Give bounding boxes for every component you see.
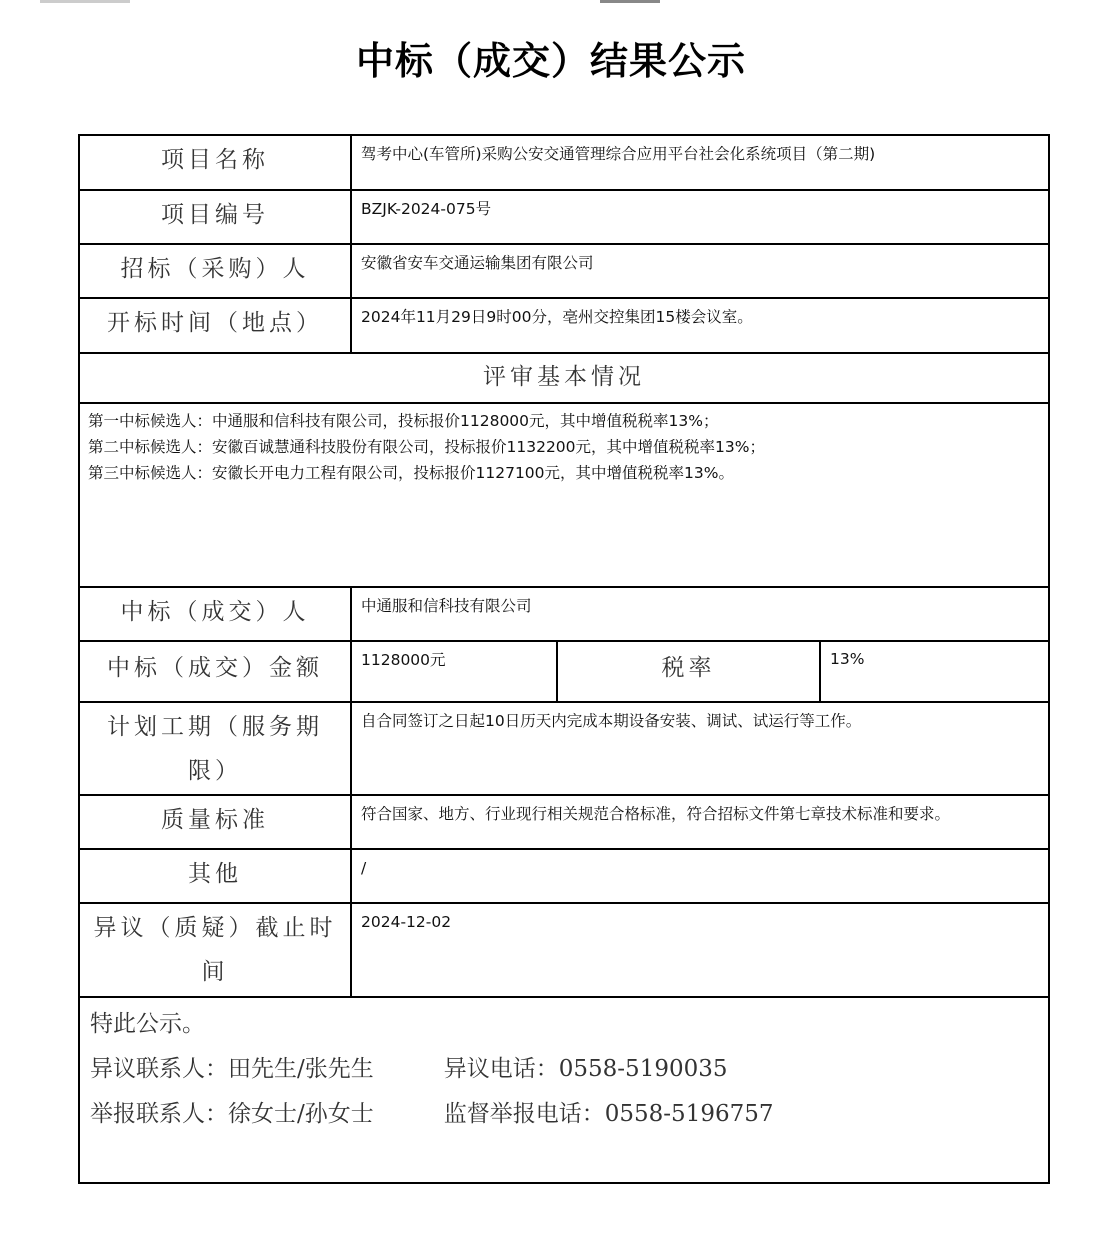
report-phone: 监督举报电话：0558-5196757 (443, 1101, 774, 1127)
objection-phone: 异议电话：0558-5190035 (443, 1056, 728, 1082)
label-winner: 中标（成交）人 (80, 588, 352, 640)
row-quality (80, 796, 1048, 850)
label-amount: 中标（成交）金额 (80, 642, 352, 701)
value-purchaser: 安徽省安车交通运输集团有限公司 (361, 254, 594, 272)
page-title: 中标（成交）结果公示 (355, 38, 746, 83)
value-objection-deadline: 2024-12-02 (361, 913, 452, 931)
value-project-number: BZJK-2024-075号 (361, 200, 492, 218)
row-opening-time (80, 299, 1048, 354)
top-fragment-center (600, 0, 660, 3)
row-other (80, 850, 1048, 904)
label-project-number: 项目编号 (80, 191, 352, 243)
label-project-name: 项目名称 (80, 136, 352, 189)
announcement-table (78, 134, 1050, 1184)
candidate-item: 第三中标候选人：安徽长开电力工程有限公司，投标报价1127100元，其中增值税税率13%。 (88, 464, 734, 482)
row-period (80, 703, 1048, 796)
value-opening-time: 2024年11月29日9时00分，亳州交控集团15楼会议室。 (361, 308, 753, 326)
candidates-block (80, 404, 1048, 588)
row-project-number (80, 191, 1048, 245)
objection-contact-line (90, 1047, 774, 1092)
report-contact-line (90, 1092, 774, 1137)
candidate-item: 第二中标候选人：安徽百诚慧通科技股份有限公司，投标报价1132200元，其中增值税税率13%； (88, 438, 765, 456)
footer-block (90, 1002, 774, 1137)
value-amount: 1128000元 (361, 651, 446, 669)
value-period: 自合同签订之日起10日历天内完成本期设备安装、调试、试运行等工作。 (361, 712, 862, 730)
value-tax-rate: 13% (830, 650, 865, 668)
row-winner (80, 588, 1048, 642)
label-period: 计划工期（服务期限） (80, 703, 352, 794)
label-objection-deadline: 异议（质疑）截止时间 (80, 904, 352, 996)
label-opening-time: 开标时间（地点） (80, 299, 352, 352)
row-objection-deadline (80, 904, 1048, 998)
review-section-heading: 评审基本情况 (80, 354, 1048, 404)
row-purchaser (80, 245, 1048, 299)
label-other: 其他 (80, 850, 352, 902)
footer-notice: 特此公示。 (90, 1011, 205, 1037)
label-quality: 质量标准 (80, 796, 352, 848)
value-winner: 中通服和信科技有限公司 (361, 597, 532, 615)
label-tax-rate: 税率 (556, 642, 821, 701)
value-other: / (361, 859, 367, 877)
value-quality: 符合国家、地方、行业现行相关规范合格标准，符合招标文件第七章技术标准和要求。 (361, 805, 951, 823)
candidate-list (88, 408, 765, 486)
value-project-name: 驾考中心(车管所)采购公安交通管理综合应用平台社会化系统项目（第二期) (361, 145, 876, 163)
report-contact: 举报联系人：徐女士/孙女士 (90, 1101, 374, 1127)
objection-contact: 异议联系人：田先生/张先生 (90, 1056, 374, 1082)
row-project-name (80, 136, 1048, 191)
top-fragment-left (40, 0, 130, 3)
candidate-item: 第一中标候选人：中通服和信科技有限公司，投标报价1128000元，其中增值税税率13%； (88, 412, 719, 430)
label-purchaser: 招标（采购）人 (80, 245, 352, 297)
row-amount (80, 642, 1048, 703)
